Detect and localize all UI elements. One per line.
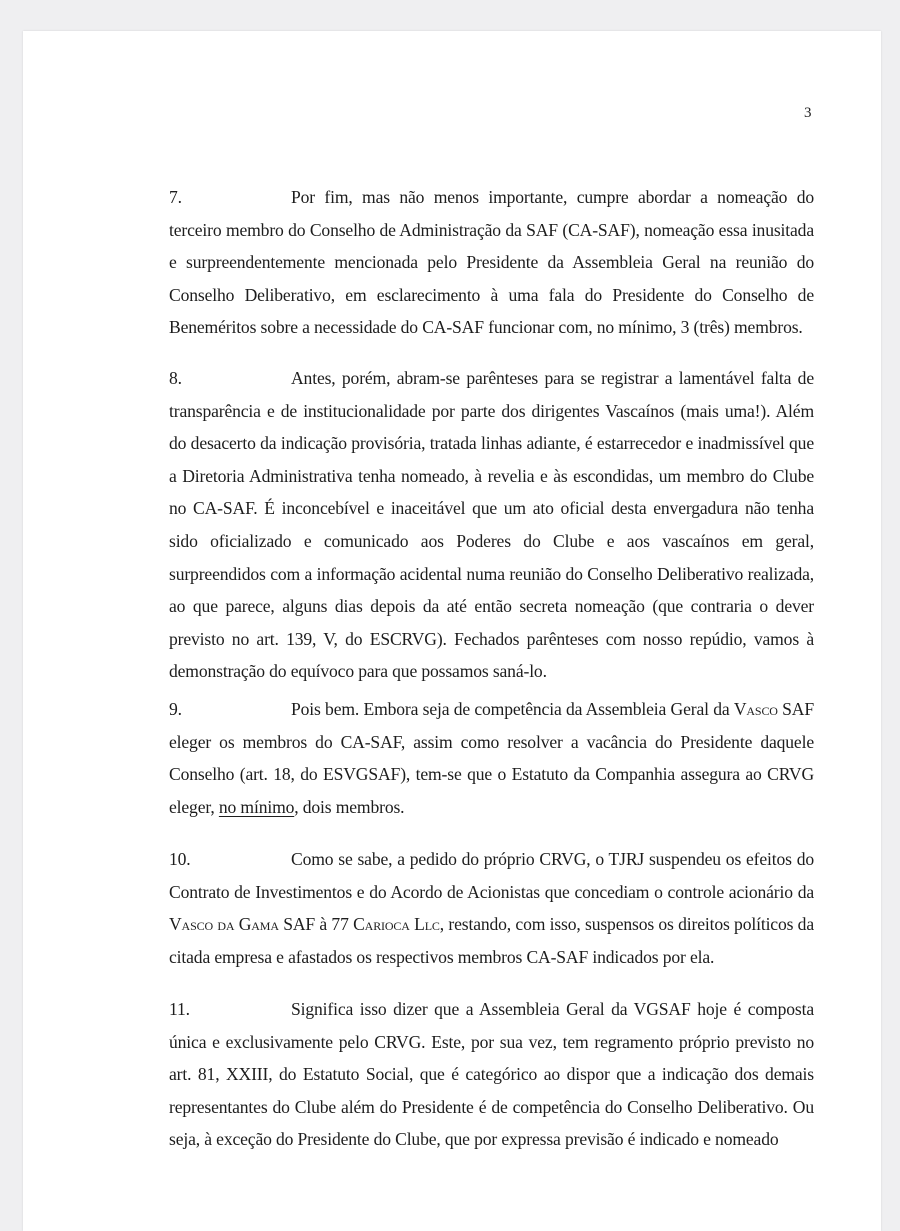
paragraph-text: Pois bem. Embora seja de competência da Assembleia Geral da xyxy=(291,699,734,719)
paragraph-text: SAF eleger os membros do CA-SAF, assim como resolver a vacância do Presidente daquele Conselho (art. 18, do ESVGSAF), tem-se que o Estatuto da Companhia assegura ao CRVG eleger, xyxy=(169,699,814,817)
paragraph-text: Significa isso dizer que a Assembleia Geral da VGSAF hoje é composta única e exclusivamente pelo CRVG. Este, por sua vez, tem regramento próprio previsto no art. 81, XXIII, do Estatuto Social, que é categórico ao dispor que a indicação dos demais representantes do Clube além do Presidente é de competência do Conselho Deliberativo. Ou seja, à exceção do Presidente do Clube, que por expressa previsão é indicado e nomeado xyxy=(169,999,814,1150)
paragraph-11 xyxy=(169,993,814,1156)
paragraph-number: 11. xyxy=(169,999,190,1019)
page-number: 3 xyxy=(804,105,812,121)
paragraph-text: Antes, porém, abram-se parênteses para se registrar a lamentável falta de transparência e de institucionalidade por parte dos dirigentes Vascaínos (mais uma!). Além do desacerto da indicação provisória, tratada linhas adiante, é estarrecedor e inadmissível que a Diretoria Administrativa tenha nomeado, à revelia e às escondidas, um membro do Clube no CA-SAF. É inconcebível e inaceitável que um ato oficial desta envergadura não tenha sido oficializado e comunicado aos Poderes do Clube e aos vascaínos em geral, surpreendidos com a informação acidental numa reunião do Conselho Deliberativo realizada, ao que parece, alguns dias depois da até então secreta nomeação (que contraria o dever previsto no art. 139, V, do ESCRVG). Fechados parênteses com nosso repúdio, vamos à demonstração do equívoco para que possamos saná-lo. xyxy=(169,368,814,682)
paragraph-text: SAF à 77 xyxy=(278,914,354,935)
paragraph-text: , dois membros. xyxy=(294,796,405,817)
paragraph-text: Como se sabe, a pedido do próprio CRVG, o TJRJ suspendeu os efeitos do Contrato de Investimentos e do Acordo de Acionistas que concediam o controle acionário da xyxy=(169,849,814,902)
small-caps-vasco: Vasco xyxy=(733,699,778,719)
paragraph-text: Por fim, mas não menos importante, cumpre abordar a nomeação do terceiro membro do Conselho de Administração da SAF (CA-SAF), nomeação essa inusitada e surpreendentemente mencionada pelo Presidente da Assembleia Geral na reunião do Conselho Deliberativo, em esclarecimento à uma fala do Presidente do Conselho de Beneméritos sobre a necessidade do CA-SAF funcionar com, no mínimo, 3 (três) membros. xyxy=(169,187,814,338)
paragraph-7 xyxy=(169,181,814,344)
paragraph-10 xyxy=(169,843,814,973)
paragraph-number: 8. xyxy=(169,368,182,388)
paragraph-9 xyxy=(169,693,814,823)
document-page xyxy=(23,31,881,1231)
small-caps-carioca-llc: Carioca Llc xyxy=(353,914,440,935)
paragraph-text: , restando, com isso, suspensos os direitos políticos da citada empresa e afastados os respectivos membros CA-SAF indicados por ela. xyxy=(169,914,814,967)
small-caps-vasco-da-gama: Vasco da Gama xyxy=(169,914,279,935)
underlined-emphasis: no mínimo xyxy=(218,796,295,817)
paragraph-number: 9. xyxy=(169,699,182,719)
paragraph-8 xyxy=(169,362,814,688)
paragraph-number: 10. xyxy=(169,849,191,869)
paragraph-number: 7. xyxy=(169,187,182,207)
